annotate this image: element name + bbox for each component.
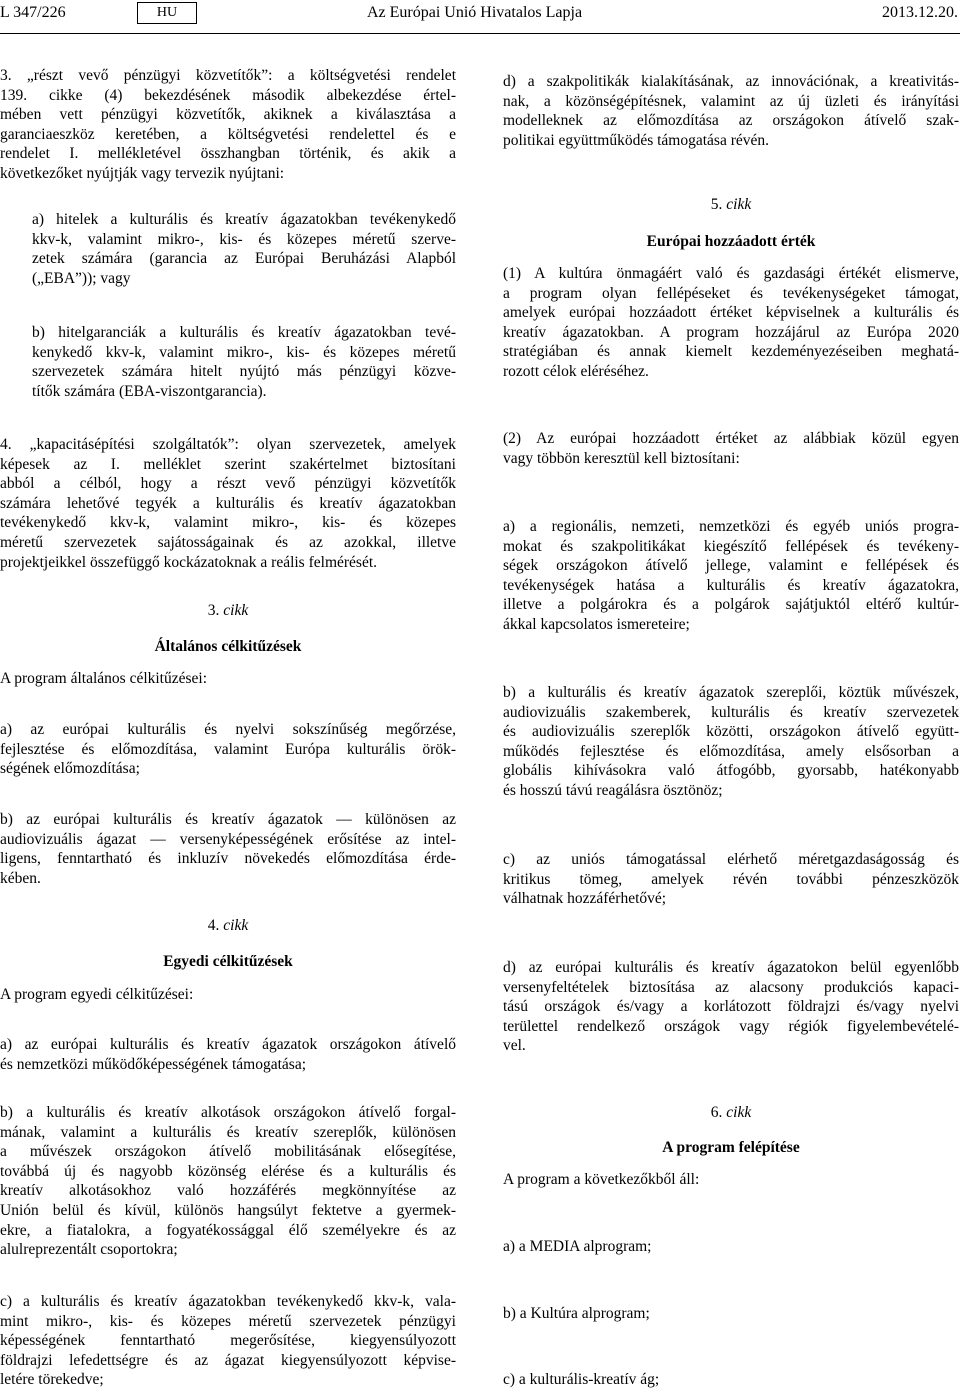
text-line: mokat és szakpolitikákat kiegészítő fellépések és tevékeny- [503,537,959,555]
text-line: rozott célok eléréséhez. [503,362,649,380]
journal-title: Az Európai Unió Hivatalos Lapja [367,4,583,21]
page-reference: L 347/226 [0,4,66,21]
text-line: és nemzetközi működőképességének támogatása; [0,1055,307,1073]
page-header [0,0,960,26]
text-line: ákkal kapcsolatos ismereteire; [503,615,690,633]
text-line: d) a szakpolitikák kialakításának, az innovációnak, a kreativitás- [503,73,959,90]
text-line: képesek az I. melléklet szerint szakértelmet biztosítani [0,455,456,473]
article-5-item-b [503,683,959,801]
header-rule [0,33,960,34]
text-line: b) a kulturális és kreatív alkotások országokon átívelő forgal- [0,1104,456,1121]
text-line: projektjeikkel összefüggő kockázatoknak a reális felmérését. [0,553,378,571]
text-line: mint mikro-, kis- és közepes méretű szervezetek pénzügyi [0,1312,456,1330]
article-5-item-a [503,517,959,635]
article-4-item-a [0,1035,456,1074]
text-line: kenykedő kkv-k, valamint mikro-, kis- és közepes méretű [32,343,456,361]
article-5-title: Európai hozzáadott érték [646,233,816,250]
text-line: mében vett pénzügyi közvetítők, akiknek a kiválasztása a [0,106,456,124]
text-line: audiovizuális szakemberek, kulturális és kreatív szervezetek [503,703,959,721]
text-line: garanciaeszköz keretében, a költségvetési rendelettel és e [0,125,456,143]
article-4-item-b [0,1103,456,1260]
text-line: globális kihívásokra való átfogóbb, gyorsabb, hatékonyabb [503,762,959,780]
article-4-title: Egyedi célkitűzések [163,953,293,970]
text-line: illetve a polgárokra és a polgárok sajátjuktól eltérő kultúr- [503,596,959,614]
text-line: alulreprezentált csoportokra; [0,1241,178,1259]
text-line: tevékenykedő kkv-k, valamint mikro-, kis- és közepes [0,514,456,532]
text-line: Unión belül és kívül, különös hangsúlyt fektetve a gyermek- [0,1201,456,1219]
article-5-item-d [503,958,959,1056]
text-line: kkv-k, valamint mikro-, kis- és közepes méretű szerve- [32,230,456,248]
text-line: abból a célból, hogy a részt vevő pénzügyi közvetítők [0,475,456,493]
article-3-item-a [0,720,456,779]
article-5-label: 5. cikk [710,196,752,213]
text-line: továbbá új és nagyobb közönség elérése és a kulturális és [0,1162,456,1180]
text-line: működés fejlesztése és előmozdítása, amely elsősorban a [503,742,959,760]
text-line: kreatív alkotásokhoz való hozzáférés megkönnyítése az [0,1182,456,1200]
definition-3-item-b [32,323,456,401]
text-line: (2) Az európai hozzáadott értéket az alábbiak közül egyen [503,430,959,447]
text-line: ligens, fenntartható és inkluzív növekedés előmozdítása érde- [0,850,456,868]
article-3-intro: A program általános célkitűzései: [0,670,208,687]
text-line: tású országok és/vagy a korlátozott földrajzi és/vagy nyelvi [503,998,959,1016]
text-line: számára lehetővé tegyék a kulturális és kreatív ágazatokban [0,494,456,512]
text-line: b) az európai kulturális és kreatív ágazatok — különösen az [0,811,456,828]
text-line: letére törekedve; [0,1371,104,1389]
text-line: versenyfeltételek biztosítása az alacsony produkciós kapaci- [503,978,959,996]
text-line: c) az uniós támogatással elérhető méretgazdaságosság és [503,851,959,868]
publication-date: 2013.12.20. [882,4,958,21]
text-line: ségének előmozdítása; [0,760,140,778]
article-5-paragraph-1 [503,264,959,382]
text-line: vel. [503,1037,526,1055]
text-line: a) az európai kulturális és kreatív ágazatok országokon átívelő [0,1036,456,1053]
text-line: és audiovizuális szereplők közötti, országokon átívelő együtt- [503,723,959,741]
article-6-item-a: a) a MEDIA alprogram; [503,1238,652,1255]
article-4-item-d [503,72,959,150]
text-line: kreatív ágazatokban. A program hozzájárul az Európa 2020 [503,323,959,341]
text-line: és hosszú távú reagálásra ösztönöz; [503,781,723,799]
text-line: zetek számára (garancia az Európai Beruházási Alapból [32,250,456,268]
text-line: tevékenységek hatása a kulturális és kreatív ágazatokra, [503,576,959,594]
text-line: títők számára (EBA-viszontgarancia). [32,382,267,400]
text-line: képességének fenntartható megerősítése, kiegyensúlyozott [0,1332,456,1350]
article-4-intro: A program egyedi célkitűzései: [0,986,194,1003]
text-line: politikai együttműködés támogatása révén. [503,131,770,149]
text-line: mának, valamint a kulturális és kreatív szereplők, különösen [0,1123,456,1141]
text-line: nak, a közönségépítésnek, valamint az új üzleti és irányítási [503,92,959,110]
text-line: területtel rendelkező országok vagy régiók figyelembevételé- [503,1017,959,1035]
text-line: (1) A kultúra önmagáért való és gazdasági értékét elismerve, [503,265,959,282]
text-line: b) hitelgaranciák a kulturális és kreatív ágazatokban tevé- [32,324,456,341]
article-6-title: A program felépítése [662,1139,800,1156]
text-line: földrajzi lefedettségre és az ágazat kiegyensúlyozott képvise- [0,1351,456,1369]
text-line: szervezetek számára hitelt nyújtó más pénzügyi közve- [32,363,456,381]
text-line: a program olyan fellépéseket és tevékenységeket támogat, [503,284,959,302]
text-line: stratégiában és annak kiemelt kezdeményezéseiben meghatá- [503,343,959,361]
text-line: 139. cikke (4) bekezdésének második albekezdése értel- [0,86,456,104]
text-line: a) a regionális, nemzeti, nemzetközi és egyéb uniós progra- [503,518,959,535]
text-line: b) a kulturális és kreatív ágazatok szereplői, köztük művészek, [503,684,959,701]
text-line: a művészek országokon átívelő mobilitásának elősegítése, [0,1143,456,1161]
article-6-intro: A program a következőkből áll: [503,1171,700,1188]
text-line: amelyek európai hozzáadott értéket képviselnek a kulturális és [503,304,959,322]
article-3-item-b [0,810,456,888]
text-line: vagy többön keresztül kell biztosítani: [503,449,740,467]
article-3-label: 3. cikk [207,602,249,619]
text-line: következőket nyújtják vagy tervezik nyújtani: [0,164,285,182]
article-4-item-c [0,1292,456,1390]
text-line: kében. [0,869,41,887]
text-line: válhatnak hozzáférhetővé; [503,890,667,908]
article-4-label: 4. cikk [207,917,249,934]
text-line: méretű szervezetek sajátosságainak és az azokkal, illetve [0,533,456,551]
text-line: d) az európai kulturális és kreatív ágazatokon belül egyenlőbb [503,959,959,976]
article-5-item-c [503,850,959,909]
text-line: 3. „részt vevő pénzügyi közvetítők”: a költségvetési rendelet [0,67,456,84]
text-line: c) a kulturális és kreatív ágazatokban tevékenykedő kkv-k, vala- [0,1293,456,1310]
language-code-box: HU [137,2,197,24]
article-3-title: Általános célkitűzések [154,638,302,655]
text-line: ségek országokon átívelő jellege, valamint e fellépések és [503,557,959,575]
article-6-item-c: c) a kulturális-kreatív ág; [503,1371,660,1388]
text-line: („EBA”)); vagy [32,269,131,287]
article-5-paragraph-2 [503,429,959,468]
definition-3-item-a [32,210,456,288]
text-line: modelleknek az előmozdítása az országokon átívelő szak- [503,112,959,130]
text-line: a) hitelek a kulturális és kreatív ágazatokban tevékenykedő [32,211,456,228]
text-line: rendelet I. mellékletével összhangban történik, és akik a [0,145,456,163]
text-line: 4. „kapacitásépítési szolgáltatók”: olyan szervezetek, amelyek [0,436,456,453]
definition-3 [0,66,456,184]
text-line: ekre, a fiatalokra, a fogyatékossággal élő személyekre és az [0,1221,456,1239]
text-line: kritikus tömeg, amelyek révén további pénzeszközök [503,870,959,888]
article-6-label: 6. cikk [710,1104,752,1121]
text-line: audiovizuális ágazat — versenyképességének erősítése az intel- [0,830,456,848]
text-line: a) az európai kulturális és nyelvi sokszínűség megőrzése, [0,721,456,738]
article-6-item-b: b) a Kultúra alprogram; [503,1305,650,1322]
text-line: fejlesztése és előmozdítása, valamint Európa kulturális örök- [0,740,456,758]
definition-4 [0,435,456,572]
